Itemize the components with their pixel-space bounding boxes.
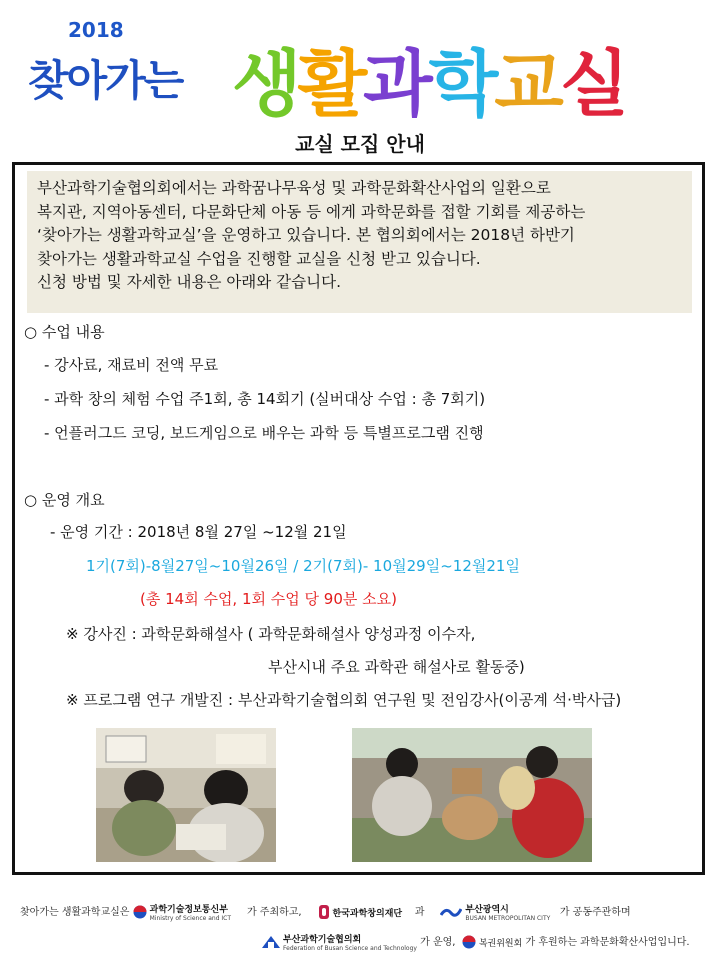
operation-sessions: (총 14회 수업, 1회 수업 당 90분 소요) [140, 590, 397, 608]
title-char-3: 과 [363, 42, 429, 126]
busan-city-logo [440, 902, 550, 922]
footer-operator: 가 운영, [420, 937, 456, 948]
intro-line: 복지관, 지역아동센터, 다문화단체 아동 등 에게 과학문화를 접할 기회를 제공하는 [37, 202, 586, 221]
title-char-2: 활 [297, 42, 364, 126]
footer-and: 과 [414, 907, 425, 918]
instructor-info: ※ 강사진 : 과학문화해설사 ( 과학문화해설사 양성과정 이수자, [66, 625, 476, 643]
federation-name: 부산과학기술협의회 [283, 935, 362, 945]
title-char-1: 생 [232, 42, 298, 126]
title-prefix: 찾아가는 [28, 56, 183, 105]
busan-city-icon [440, 905, 462, 919]
year-label: 2018 [68, 18, 124, 42]
footer-prefix: 찾아가는 생활과학교실은 [20, 907, 130, 918]
foundation-name: 한국과학창의재단 [332, 908, 403, 919]
foundation-icon [318, 904, 330, 920]
foundation-logo [318, 904, 403, 920]
title-char-4: 학 [428, 42, 495, 126]
operation-period: - 운영 기간 : 2018년 8월 27일 ~12월 21일 [50, 523, 347, 541]
busan-city-name-en: BUSAN METROPOLITAN CITY [465, 915, 551, 922]
class-item-fee: - 강사료, 재료비 전액 무료 [44, 356, 219, 374]
lottery-name: 복권위원회 [478, 938, 523, 949]
intro-line: 찾아가는 생활과학교실 수업을 진행할 교실을 신청 받고 있습니다. [37, 249, 481, 268]
footer-host: 가 주최하고, [246, 907, 302, 918]
taegeuk-icon [133, 905, 147, 919]
lottery-logo [462, 935, 522, 949]
ministry-name-en: Ministry of Science and ICT [149, 915, 232, 922]
title-char-6: 실 [559, 42, 626, 126]
federation-name-en: Federation of Busan Science and Technology [283, 945, 417, 952]
operation-heading: ○ 운영 개요 [24, 491, 105, 509]
class-photo-2 [352, 728, 592, 862]
intro-line: 신청 방법 및 자세한 내용은 아래와 같습니다. [37, 273, 342, 291]
title-char-5: 교 [494, 42, 560, 126]
footer-line-2 [262, 932, 690, 952]
class-content-heading: ○ 수업 내용 [24, 323, 105, 341]
federation-icon [262, 936, 280, 948]
class-item-sessions: - 과학 창의 체험 수업 주1회, 총 14회기 (실버대상 수업 : 총 7회기) [44, 390, 486, 408]
footer-sponsor: 가 후원하는 과학문화확산사업입니다. [525, 937, 690, 948]
busan-city-name: 부산광역시 [465, 905, 509, 915]
intro-line: ‘찾아가는 생활과학교실’을 운영하고 있습니다. 본 협의회에서는 2018년 하반기 [37, 226, 575, 244]
intro-line: 부산과학기술협의회에서는 과학꿈나무육성 및 과학문화확산사업의 일환으로 [37, 179, 551, 197]
title-main [232, 26, 625, 130]
ministry-logo [133, 902, 231, 922]
ministry-name: 과학기술정보통신부 [149, 905, 228, 915]
developer-info: ※ 프로그램 연구 개발진 : 부산과학기술협의회 연구원 및 전임강사(이공계 석·박사급) [66, 691, 622, 709]
class-photo-1 [96, 728, 276, 862]
footer-suffix: 가 공동주관하며 [559, 907, 631, 918]
taegeuk-icon [462, 935, 476, 949]
instructor-info-cont: 부산시내 주요 과학관 해설사로 활동중) [268, 658, 525, 676]
subtitle: 교실 모집 안내 [295, 132, 425, 156]
intro-box [27, 171, 692, 313]
federation-logo [262, 932, 417, 952]
class-item-special: - 언플러그드 코딩, 보드게임으로 배우는 과학 등 특별프로그램 진행 [44, 424, 484, 442]
operation-terms: 1기(7회)-8월27일~10월26일 / 2기(7회)- 10월29일~12월21일 [86, 557, 520, 575]
footer-line-1 [20, 902, 631, 922]
